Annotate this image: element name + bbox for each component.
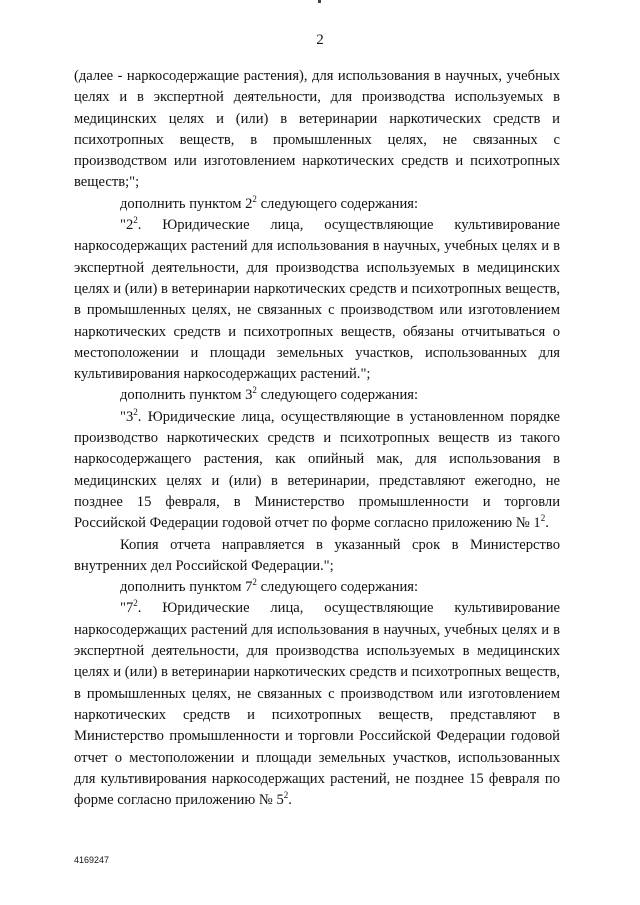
superscript: 2 xyxy=(540,513,546,524)
paragraph-text: "2 xyxy=(120,217,134,234)
paragraph-text: "3 xyxy=(120,408,134,425)
paragraph-amendment-3 xyxy=(74,385,560,406)
page-number: 2 xyxy=(316,32,324,48)
paragraph-text: . Юридические лица, осуществляющие культивирование наркосодержащих растений для использования в научных, учебных целях и в экспертной деятельности, для производства используемых в медицинских целях и (или) в ветеринарии наркотических средств и психотропных веществ, в промышленных целях, не связанных с производством или изготовлением наркотических средств и психотропных веществ, обязаны отчитываться о местоположении и площади земельных участков, использованных для культивирования наркосодержащих растений."; xyxy=(74,217,560,383)
superscript: 2 xyxy=(133,598,138,609)
paragraph-point-2-2 xyxy=(74,215,560,385)
paragraph-text: следующего содержания: xyxy=(256,579,419,596)
paragraph-text: следующего содержания: xyxy=(256,387,419,404)
paragraph-report-copy xyxy=(74,535,560,578)
superscript: 2 xyxy=(283,790,289,801)
paragraph-text: . xyxy=(288,792,292,809)
superscript: 2 xyxy=(133,406,138,417)
paragraph-text: дополнить пунктом 3 xyxy=(120,387,253,404)
paragraph-text: . Юридические лица, осуществляющие в установленном порядке производство наркотических средств и психотропных веществ из такого наркосодержащего растения, как опийный мак, для использования в медицинских целях и (или) в ветеринарии, представляют ежегодно, не позднее 15 февраля, в Министерство промышленности и торговли Российской Федерации годовой отчет по форме согласно приложению № 1 xyxy=(74,408,560,532)
paragraph-text: (далее - наркосодержащие растения), для использования в научных, учебных целях и в экспертной деятельности, для производства используемых в медицинских целях и (или) в ветеринарии наркотических средств и психотропных веществ, в промышленных целях, не связанных с производством или изготовлением наркотических средств и психотропных веществ;"; xyxy=(74,68,560,191)
paragraph-text: дополнить пунктом 7 xyxy=(120,579,253,596)
paragraph-text: дополнить пунктом 2 xyxy=(120,195,253,212)
paragraph-text: Копия отчета направляется в указанный срок в Министерство внутренних дел Российской Федерации."; xyxy=(74,536,560,574)
paragraph-point-7-2 xyxy=(74,598,560,811)
document-body xyxy=(74,66,560,811)
paragraph-text: . xyxy=(545,515,549,532)
superscript: 2 xyxy=(252,193,257,204)
paragraph-text: следующего содержания: xyxy=(256,195,419,212)
document-code: 4169247 xyxy=(74,855,110,865)
paragraph-amendment-2 xyxy=(74,194,560,215)
paragraph-continuation xyxy=(74,66,560,194)
paragraph-amendment-7 xyxy=(74,577,560,598)
scan-mark xyxy=(318,0,321,3)
paragraph-point-3-2 xyxy=(74,407,560,535)
paragraph-text: "7 xyxy=(120,600,134,617)
paragraph-text: . Юридические лица, осуществляющие культивирование наркосодержащих растений для использования в научных, учебных целях и в экспертной деятельности, для производства используемых в медицинских целях и (или) в ветеринарии наркотических средств и психотропных веществ, в промышленных целях, не связанных с производством или изготовлением наркотических средств и психотропных веществ, представляют в Министерство промышленности и торговли Российской Федерации годовой отчет о местоположении и площади земельных участков, использованных для культивирования наркосодержащих растений, не позднее 15 февраля по форме согласно приложению № 5 xyxy=(74,600,560,809)
superscript: 2 xyxy=(252,385,257,396)
superscript: 2 xyxy=(133,215,138,226)
superscript: 2 xyxy=(252,577,257,588)
